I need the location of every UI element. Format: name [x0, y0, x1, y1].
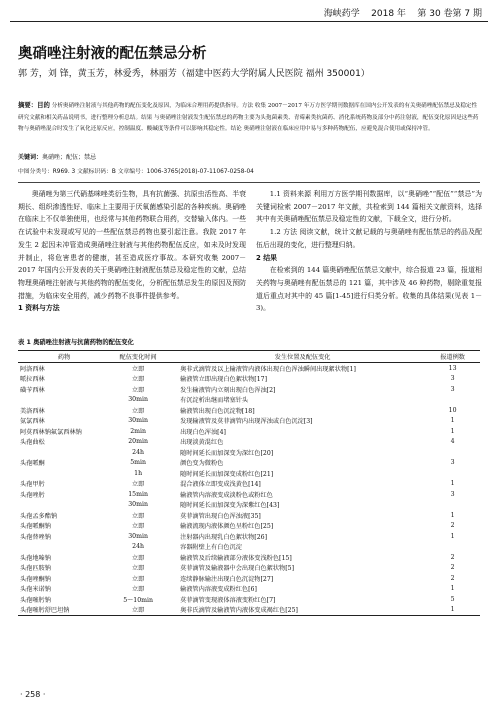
cell-change: 莫菲滴管及输液器中会出现白色絮状物[5]: [180, 565, 295, 573]
table-row: [18, 594, 480, 605]
cell-time: 1h: [134, 469, 143, 477]
section-heading-results: 2 结果: [256, 253, 277, 262]
table-row: [18, 384, 480, 395]
table-row: [18, 447, 480, 458]
table-row: [18, 489, 480, 500]
cell-count: 1: [450, 511, 455, 519]
cell-time: 30min: [128, 532, 148, 540]
cell-count: 3: [450, 490, 455, 498]
cell-count: [425, 395, 480, 406]
cell-time: 立即: [131, 386, 145, 394]
cell-count: 2: [450, 574, 455, 582]
cell-time: 立即: [131, 512, 145, 520]
cell-drug: 头孢地嗪钠: [20, 554, 51, 562]
abstract-rule: [18, 182, 480, 183]
cell-change: 发现输液管及莫菲滴管内出现浑浊或白色沉淀[3]: [180, 418, 313, 426]
cell-drug: 头孢匹胺钠: [20, 565, 51, 573]
table-row: [18, 500, 480, 511]
keywords: [18, 152, 96, 161]
left-column: [18, 188, 246, 315]
keywords-text: 奥硝唑；配伍；禁忌: [42, 154, 97, 161]
cell-time: 立即: [131, 365, 145, 373]
cell-drug: 头孢曲松: [20, 439, 45, 447]
cell-count: 2: [450, 553, 455, 561]
cell-change: 随时间延长而加深变为深紫红色[43]: [180, 502, 280, 510]
table-row: [18, 468, 480, 479]
cell-drug: 头孢唑肟: [20, 491, 45, 499]
abstract-label: 摘要：目的: [18, 101, 50, 109]
journal-year: 2018 年: [371, 9, 406, 19]
cell-time: 20min: [128, 438, 148, 446]
cell-time: 2min: [130, 427, 146, 435]
cell-drug: 阿洛西林: [20, 365, 45, 373]
section-heading-methods: 1 资料与方法: [18, 304, 60, 313]
header-change: 发生位置及配伍变化: [274, 354, 331, 361]
header-count: 报道例数: [440, 354, 465, 361]
cell-count: 1: [450, 480, 455, 488]
cell-count: 5: [450, 595, 455, 603]
cell-change: 奥非氏滴管及输液管内液体变成褐红色[25]: [180, 607, 298, 615]
cell-time: 立即: [131, 586, 145, 594]
cell-count: 1: [450, 417, 455, 425]
cell-count: 1: [450, 427, 455, 435]
journal-volume: 第 30 卷第 7 期: [417, 9, 482, 19]
table-row: [18, 563, 480, 574]
cell-drug: 美洛西林: [20, 407, 45, 415]
cell-time: 24h: [132, 543, 145, 551]
journal-name: 海峡药学: [323, 9, 360, 19]
source-paragraph: 1.1 资料来源 利用万方医学期刊数据库，以“奥硝唑”“配伍”“禁忌”为关键词检索 2007－2017 年文献，共检索到 144 篇相关文献资料，选择其中有关奥硝唑配伍禁忌及稳定性的文献，下载全文，进行分析。: [256, 190, 482, 224]
cell-drug: 头孢噻肟舒巴坦钠: [20, 607, 70, 615]
table-row: [18, 405, 480, 416]
cell-drug: 头孢孟多酯钠: [20, 512, 58, 520]
cell-drug: 阿莫西林钠氟氯西林钠: [20, 428, 82, 436]
results-paragraph: 在检索到的 144 篇奥硝唑配伍禁忌文献中，综合报道 23 篇，报道相关药物与奥硝唑有配伍禁忌的 121 篇，其中涉及 46 种药物，剔除重复报道后重点对其中的 45 篇[1-45]进行归类分析。收集的具体结果(见表 1－3)。: [256, 266, 482, 313]
abstract: [18, 100, 480, 136]
cell-count: [425, 447, 480, 458]
cell-change: 容器附壁上有白色沉淀: [180, 544, 242, 552]
table-row: [18, 458, 480, 469]
cell-time: 24h: [132, 448, 145, 456]
cell-count: 1: [450, 606, 455, 614]
cell-drug: 哌拉西林: [20, 376, 45, 384]
cell-time: 5～10min: [123, 596, 154, 604]
cell-time: 30min: [128, 396, 148, 404]
table-body: [18, 363, 480, 616]
cell-time: 立即: [131, 523, 145, 531]
cell-count: [425, 468, 480, 479]
cell-drug: 头孢噻肟钠: [20, 596, 51, 604]
table-row: [18, 374, 480, 385]
header-rule: [10, 21, 488, 22]
cell-count: 4: [450, 438, 455, 446]
page-number: · 258 ·: [20, 690, 46, 699]
table-row: [18, 573, 480, 584]
cell-change: 输液流现内液体颜色呈粉红色[25]: [180, 523, 274, 531]
compatibility-table: [18, 350, 480, 616]
abstract-text: 分析奥硝唑注射液与其他药物的配伍变化及原因，为临床合理用药提供指导。方法 收集 2007－2017 年万方医学期刊数据库在国内公开发表的有关奥硝唑配伍禁忌及稳定性研究文献和相关药品说明书，进行整理分析总结。结果 与奥硝唑注射液发生配伍禁忌的药物主要为头孢菌素类、青霉素类抗菌药、消化系统药物及部分中药注射液，配伍变化原因是这些药物与奥硝唑混合时发生了氧化还原反应，控制温度、酸碱度等条件可以影响其稳定性。结论 奥硝唑注射液在临床应用中易与多种药物配伍，应避免混合使用或保持冲管。: [18, 103, 479, 132]
cell-time: 立即: [131, 376, 145, 384]
cell-change: 输液管及后续输液部分液体变浅粉色[15]: [180, 554, 292, 562]
cell-time: 立即: [131, 481, 145, 489]
cell-change: 发生输液管内立刻出现白色浑浊[2]: [180, 386, 276, 394]
intro-paragraph: 奥硝唑为第三代硝基咪唑类衍生物，具有抗菌强、抗原虫活性高、半衰期长、组织渗透性好、临床上主要用于厌氧菌感染引起的各种疾病。奥硝唑在临床上不仅单独使用，也经常与其他药物联合用药，交替输入体内。一些在试验中未发现或写见的一些配伍禁忌药物也要引起注意。我院 2017 年发生 2 起因未冲管造成奥硝唑注射液与其他药物配伍反应，如未及时发现并制止，将危害患者的健康，甚至造成医疗事故。本研究收集 2007－2017 年国内公开发表的关于奥硝唑注射液配伍禁忌及稳定性的文献，总结物理奥硝唑注射液与其他药物的配伍变化，分析配伍禁忌发生的原因及预防措施，为临床安全用药，减少药物不良事件提供参考。: [18, 190, 246, 300]
table-row: [18, 510, 480, 521]
classification-line: 中图分类号：R969. 3 文献标识码：B 文章编号：1006-3765(2018)-07-11067-0258-04: [18, 169, 254, 175]
cell-count: [425, 500, 480, 511]
cell-change: 有沉淀析出继而堵塞针头: [180, 397, 249, 405]
table-row: [18, 395, 480, 406]
cell-count: 13: [448, 364, 457, 372]
header-time: 配伍变化时间: [119, 354, 157, 361]
cell-time: 30min: [128, 417, 148, 425]
article-authors: 郭 芳，刘 锋，黄玉芳，林爱秀，林丽芳（福建中医药大学附属人民医院 福州 350001）: [18, 69, 370, 79]
table-row: [18, 416, 480, 427]
cell-drug: 头孢替唑钠: [20, 533, 51, 541]
cell-time: 立即: [131, 554, 145, 562]
cell-time: 立即: [131, 407, 145, 415]
cell-count: 3: [450, 459, 455, 467]
cell-count: 2: [450, 522, 455, 530]
cell-change: 出现淡黄混红色: [180, 439, 224, 447]
cell-drug: 头孢哌酮钠: [20, 523, 51, 531]
table-row: [18, 584, 480, 595]
cell-time: 30min: [128, 501, 148, 509]
right-column: [256, 188, 482, 315]
cell-drug: [18, 468, 108, 479]
table-row: [18, 542, 480, 553]
table-row: [18, 437, 480, 448]
cell-count: 3: [450, 375, 455, 383]
cell-change: 出现白色浑浊[4]: [180, 428, 226, 436]
cell-time: 立即: [131, 575, 145, 583]
cell-change: 输液管内溶液变成粉红色[6]: [180, 586, 257, 594]
table-row: [18, 605, 480, 616]
cell-time: 5min: [130, 459, 146, 467]
cell-drug: 氨氯西林: [20, 418, 45, 426]
cell-change: 输液管出现白色沉淀物[18]: [180, 407, 255, 415]
table-row: [18, 521, 480, 532]
cell-change: 莫菲滴管出现白色浑浊液[35]: [180, 512, 261, 520]
table-title: 表 1 奥硝唑注射液与抗菌药物的配伍变化: [18, 339, 134, 346]
cell-change: 注射器内出现乳白色絮状物[26]: [180, 533, 268, 541]
cell-time: 立即: [131, 607, 145, 615]
cell-drug: [18, 500, 108, 511]
cell-time: 立即: [131, 565, 145, 573]
cell-change: 输液管内溶液变成淡粉色或粉红色: [180, 491, 273, 499]
table-header-row: [18, 351, 480, 363]
cell-drug: 头孢甲肟: [20, 481, 45, 489]
header-drug: 药物: [57, 354, 71, 361]
cell-change: 随时间延长而加深变成粉红色[21]: [180, 470, 274, 478]
cell-count: 1: [450, 532, 455, 540]
cell-drug: 头孢唑酮钠: [20, 575, 51, 583]
cell-change: 奥非式滴管及以上输液管内液体出现白色浑浊瞬间出现絮状物[1]: [180, 365, 356, 373]
table-row: [18, 363, 480, 374]
cell-change: 随时间延长而加深变为深红色[20]: [180, 449, 274, 457]
cell-count: 2: [450, 564, 455, 572]
running-header: [324, 6, 482, 19]
cell-time: 15min: [128, 490, 148, 498]
cell-drug: 头孢哌酮: [20, 460, 45, 468]
cell-drug: 磺苄西林: [20, 386, 45, 394]
table-row: [18, 426, 480, 437]
cell-count: 1: [450, 585, 455, 593]
cell-change: 莫菲滴管变现液体溶液变粉红色[7]: [180, 596, 276, 604]
keywords-label: 关键词：: [18, 154, 43, 161]
cell-count: 3: [450, 385, 455, 393]
table-row: [18, 552, 480, 563]
cell-change: 混合液体立即变成浅黄色[14]: [180, 481, 261, 489]
cell-count: [425, 542, 480, 553]
cell-drug: [18, 447, 108, 458]
table-row: [18, 531, 480, 542]
article-title: 奥硝唑注射液的配伍禁忌分析: [18, 46, 207, 62]
cell-change: 颜色变为微粉色: [180, 460, 224, 468]
cell-drug: [18, 395, 108, 406]
cell-drug: 头孢米诺钠: [20, 586, 51, 594]
cell-change: 输液管立即出现白色絮状物[17]: [180, 376, 268, 384]
method-paragraph: 1.2 方法 阅读文献，统计文献记载的与奥硝唑有配伍禁忌的药品及配伍后出现的变化，进行整理归纳。: [256, 228, 482, 249]
cell-count: 10: [448, 406, 457, 414]
cell-drug: [18, 542, 108, 553]
table-row: [18, 479, 480, 490]
cell-change: 连续静脉输注出现白色沉淀物[27]: [180, 575, 274, 583]
